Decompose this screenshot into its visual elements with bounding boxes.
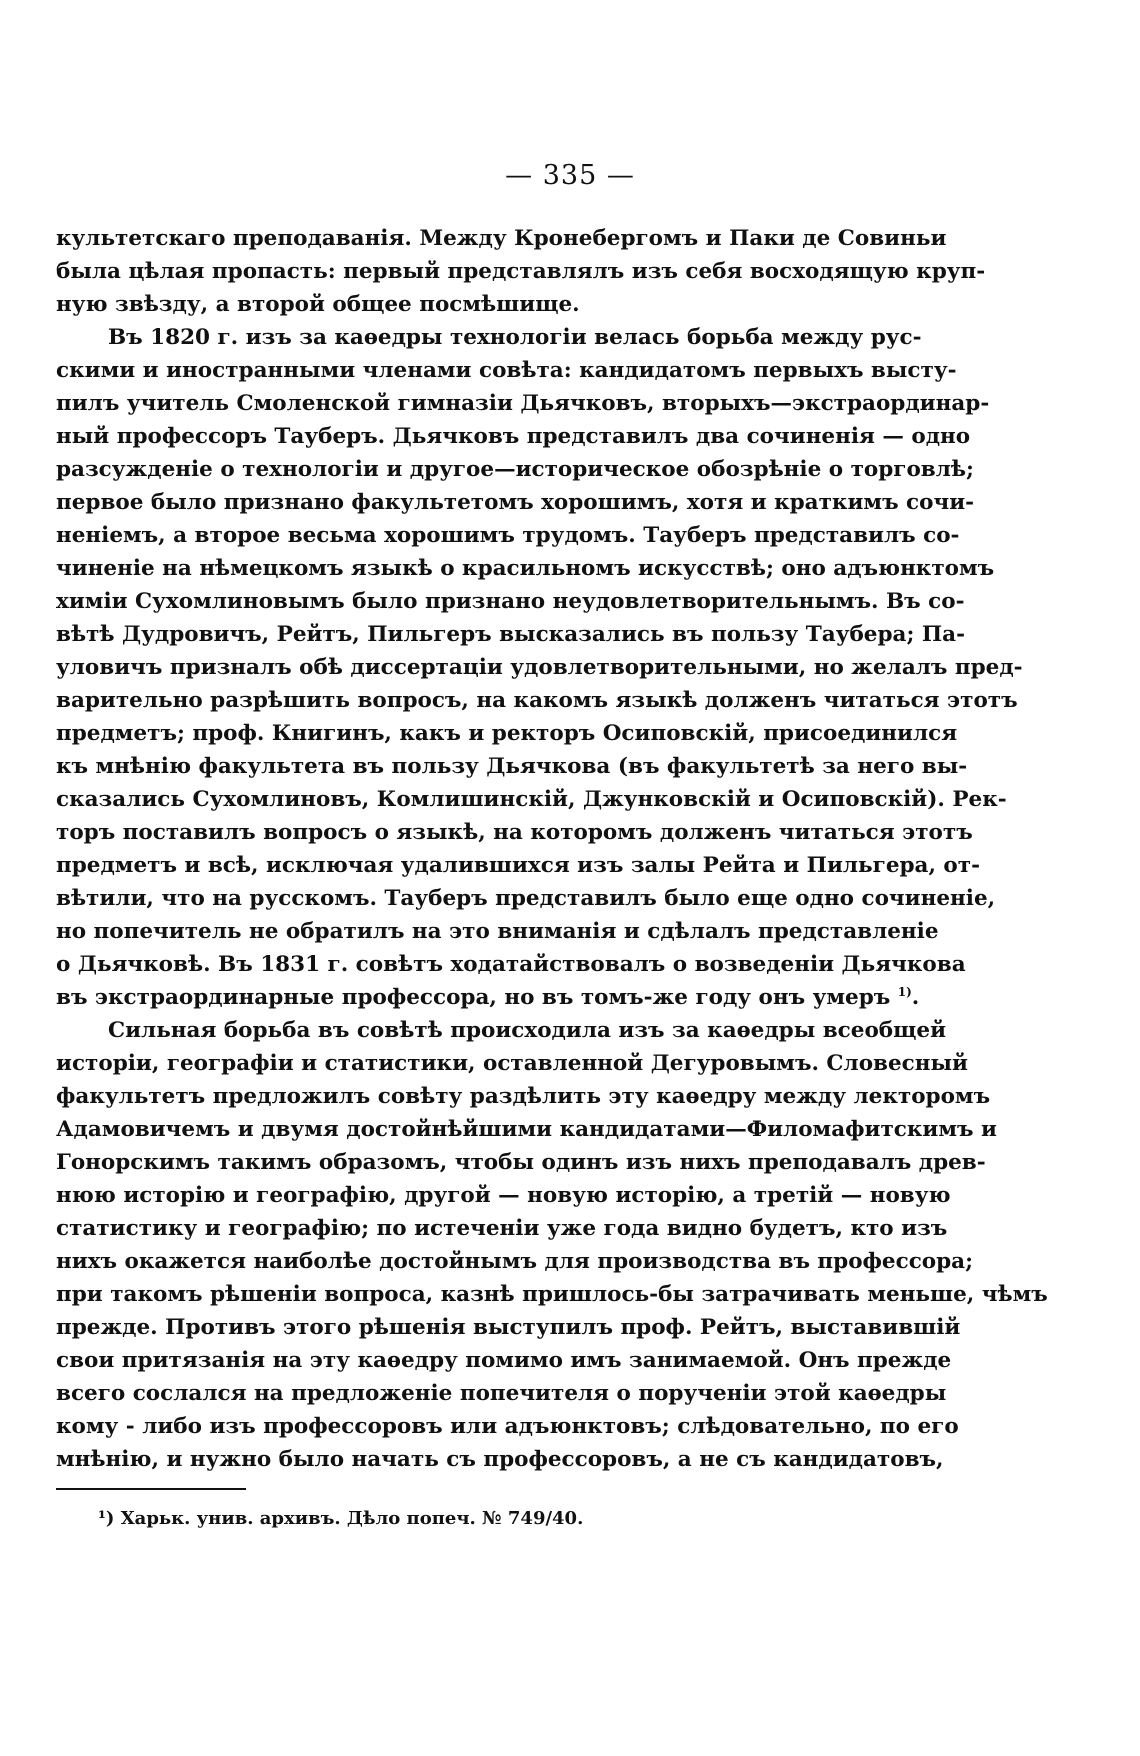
- text-line: о Дьячковѣ. Въ 1831 г. совѣтъ ходатайствовалъ о возведеніи Дьячкова: [56, 952, 966, 977]
- text-line: ную звѣзду, а второй общее посмѣшище.: [56, 292, 580, 317]
- text-line: химіи Сухомлиновымъ было признано неудовлетворительнымъ. Въ со-: [56, 589, 965, 614]
- text-line: статистику и географію; по истеченіи уже года видно будетъ, кто изъ: [56, 1216, 948, 1241]
- footnote: [98, 1508, 583, 1529]
- text-line: факультетъ предложилъ совѣту раздѣлить эту каѳедру между лекторомъ: [56, 1084, 991, 1109]
- page-number: — 335 —: [505, 160, 635, 191]
- text-line: разсужденіе о технологіи и другое—историческое обозрѣніе о торговлѣ;: [56, 457, 974, 482]
- text-line: сказались Сухомлиновъ, Комлишинскій, Джунковскій и Осиповскій). Рек-: [56, 787, 1007, 812]
- text-line: въ экстраординарные профессора, но въ томъ-же году онъ умеръ: [56, 985, 891, 1010]
- text-line: нюю исторію и географію, другой — новую исторію, а третій — новую: [56, 1183, 951, 1208]
- text-line: пилъ учитель Смоленской гимназіи Дьячковъ, вторыхъ—экстраординар-: [56, 391, 990, 416]
- footnote-reference: 1): [897, 984, 912, 999]
- text-line: неніемъ, а второе весьма хорошимъ трудомъ. Тауберъ представилъ со-: [56, 523, 960, 548]
- text-line: варительно разрѣшить вопросъ, на какомъ языкѣ долженъ читаться этотъ: [56, 688, 1018, 713]
- text-line: скими и иностранными членами совѣта: кандидатомъ первыхъ высту-: [56, 358, 957, 383]
- text-line: культетскаго преподаванія. Между Кронебергомъ и Паки де Совиньи: [56, 226, 947, 251]
- text-line: Сильная борьба въ совѣтѣ происходила изъ за каѳедры всеобщей: [108, 1018, 947, 1043]
- text-line: первое было признано факультетомъ хорошимъ, хотя и краткимъ сочи-: [56, 490, 975, 515]
- text-line: прежде. Противъ этого рѣшенія выступилъ проф. Рейтъ, выставившій: [56, 1315, 961, 1340]
- text-line: предметъ и всѣ, исключая удалившихся изъ залы Рейта и Пильгера, от-: [56, 853, 981, 878]
- text-line: торъ поставилъ вопросъ о языкѣ, на которомъ долженъ читаться этотъ: [56, 820, 973, 845]
- footnote-text: Харьк. унив. архивъ. Дѣло попеч. № 749/40.: [120, 1508, 584, 1529]
- text-line: но попечитель не обратилъ на это вниманія и сдѣлалъ представленіе: [56, 919, 939, 944]
- text-line: предметъ; проф. Книгинъ, какъ и ректоръ Осиповскій, присоединился: [56, 721, 958, 746]
- text-line: при такомъ рѣшеніи вопроса, казнѣ пришлось-бы затрачивать меньше, чѣмъ: [56, 1282, 1048, 1307]
- text-line: кому - либо изъ профессоровъ или адъюнктовъ; слѣдовательно, по его: [56, 1414, 959, 1439]
- text-line: вѣтили, что на русскомъ. Тауберъ представилъ было еще одно сочиненіе,: [56, 886, 996, 911]
- text-line: Адамовичемъ и двумя достойнѣйшими кандидатами—Филомафитскимъ и: [56, 1117, 997, 1142]
- text-line: мнѣнію, и нужно было начать съ профессоровъ, а не съ кандидатовъ,: [56, 1447, 944, 1472]
- footnote-divider: [56, 1488, 246, 1490]
- text-line: всего сослался на предложеніе попечителя о порученіи этой каѳедры: [56, 1381, 947, 1406]
- text-line: вѣтѣ Дудровичъ, Рейтъ, Пильгеръ высказались въ пользу Таубера; Па-: [56, 622, 966, 647]
- text-line: уловичъ призналъ обѣ диссертаціи удовлетворительными, но желалъ пред-: [56, 655, 1023, 680]
- text-line: была цѣлая пропасть: первый представлялъ изъ себя восходящую круп-: [56, 259, 986, 284]
- text-line-with-footnote-ref: въ экстраординарные профессора, но въ томъ-же году онъ умеръ $^{1)}$.: [56, 984, 920, 1010]
- text-line: нихъ окажется наиболѣе достойнымъ для производства въ профессора;: [56, 1249, 974, 1274]
- text-line: ный профессоръ Тауберъ. Дьячковъ представилъ два сочиненія — одно: [56, 424, 971, 449]
- footnote-marker: ¹): [98, 1508, 115, 1529]
- text-line: Въ 1820 г. изъ за каѳедры технологіи велась борьба между рус-: [108, 325, 922, 350]
- text-line: свои притязанія на эту каѳедру помимо имъ занимаемой. Онъ прежде: [56, 1348, 952, 1373]
- text-line: Гонорскимъ такимъ образомъ, чтобы одинъ изъ нихъ преподавалъ древ-: [56, 1150, 986, 1175]
- text-line: чиненіе на нѣмецкомъ языкѣ о красильномъ искусствѣ; оно адъюнктомъ: [56, 556, 995, 581]
- text-line: исторіи, географіи и статистики, оставленной Дегуровымъ. Словесный: [56, 1051, 968, 1076]
- text-line: къ мнѣнію факультета въ пользу Дьячкова (въ факультетѣ за него вы-: [56, 754, 968, 779]
- body-text: [56, 222, 1048, 1476]
